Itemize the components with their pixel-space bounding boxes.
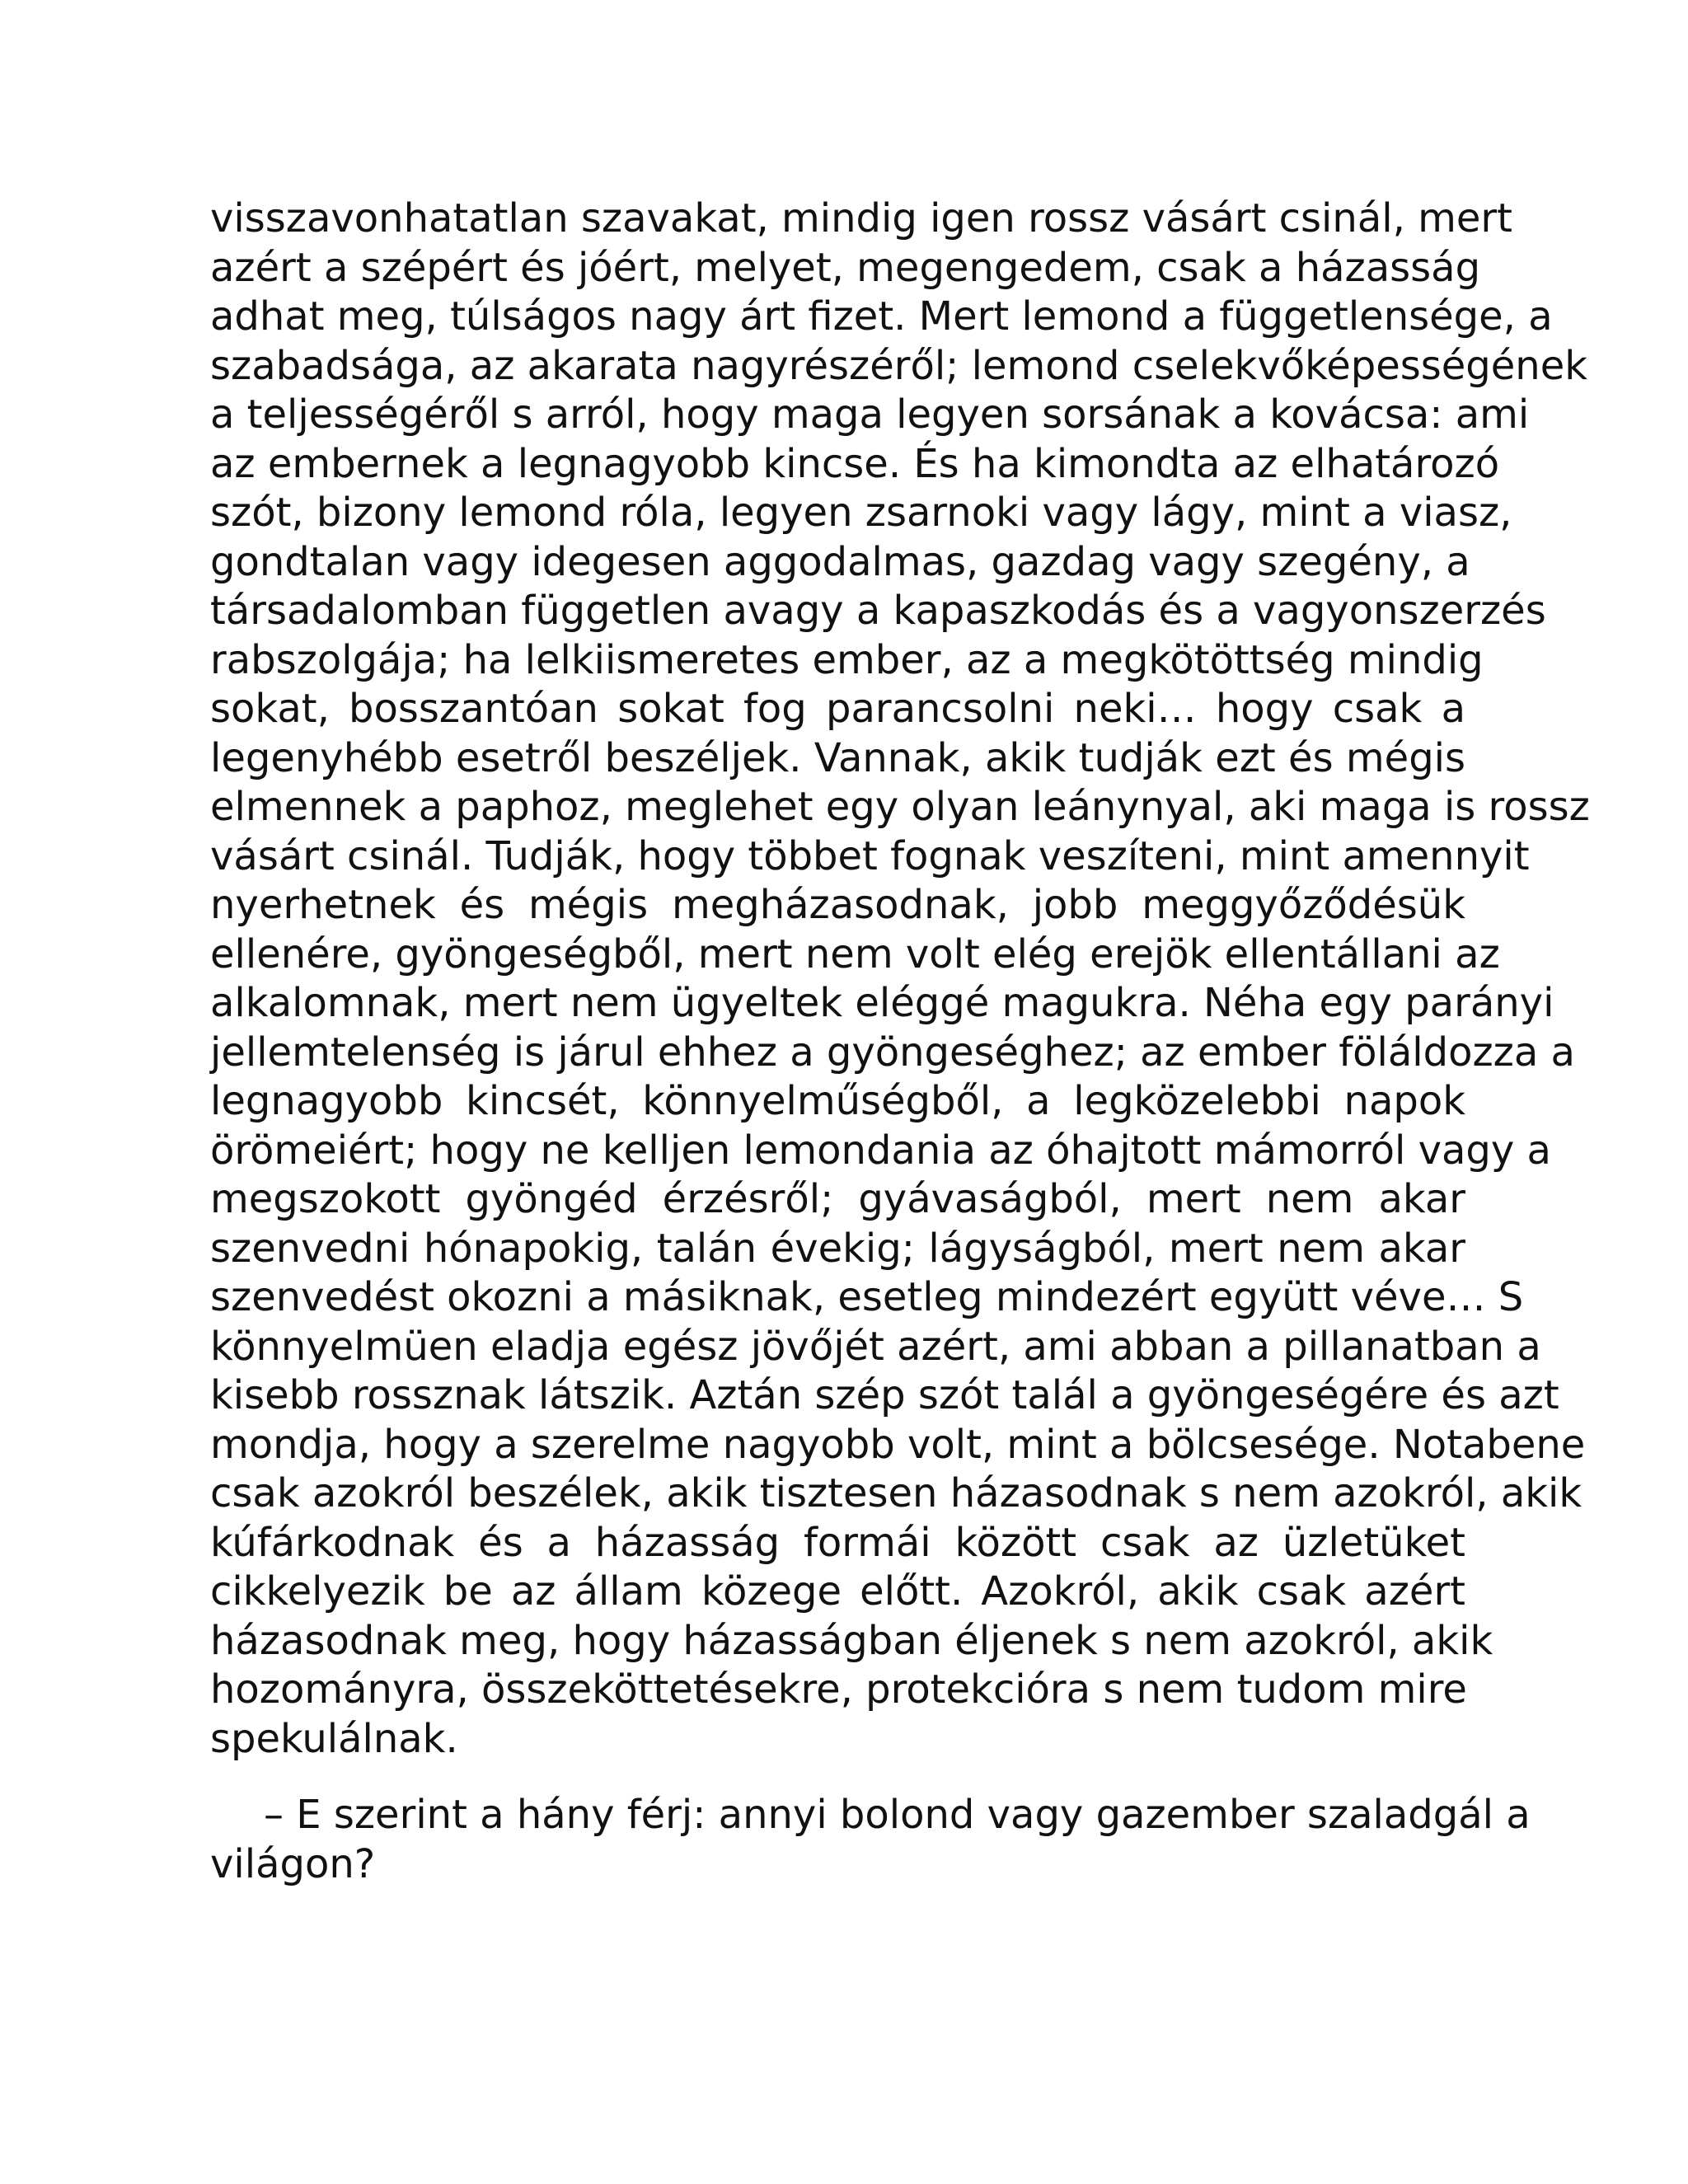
- text-line: spekulálnak.: [210, 1715, 458, 1762]
- text-line: alkalomnak, mert nem ügyeltek eléggé magukra. Néha egy parányi: [210, 980, 1554, 1026]
- text-line: kisebb rossznak látszik. Aztán szép szót talál a gyöngeségére és azt: [210, 1372, 1559, 1418]
- text-line: a teljességéről s arról, hogy maga legyen sorsának a kovácsa: ami: [210, 391, 1530, 438]
- text-line: örömeiért; hogy ne kelljen lemondania az óhajtott mámorról vagy a: [210, 1127, 1551, 1174]
- text-line: gondtalan vagy idegesen aggodalmas, gazdag vagy szegény, a: [210, 538, 1470, 585]
- paragraph-1: [210, 194, 1590, 1764]
- text-line: legenyhébb esetről beszéljek. Vannak, akik tudják ezt és mégis: [210, 734, 1465, 781]
- text-line: adhat meg, túlságos nagy árt fizet. Mert lemond a függetlensége, a: [210, 293, 1553, 340]
- text-line: szenvedést okozni a másiknak, esetleg mindezért együtt véve… S: [210, 1274, 1524, 1320]
- text-line: könnyelmüen eladja egész jövőjét azért, ami abban a pillanatban a: [210, 1323, 1541, 1370]
- text-line: kúfárkodnak és a házasság formái között csak az üzletüket: [210, 1519, 1465, 1566]
- text-line: – E szerint a hány férj: annyi bolond vagy gazember szaladgál a: [264, 1792, 1531, 1838]
- text-line: világon?: [210, 1840, 376, 1887]
- text-line: megszokott gyöngéd érzésről; gyávaságból, mert nem akar: [210, 1176, 1465, 1222]
- text-line: csak azokról beszélek, akik tisztesen házasodnak s nem azokról, akik: [210, 1470, 1582, 1516]
- paragraph-2: [210, 1791, 1531, 1889]
- text-line: nyerhetnek és mégis megházasodnak, jobb meggyőződésük: [210, 882, 1465, 928]
- text-line: társadalomban független avagy a kapaszkodás és a vagyonszerzés: [210, 588, 1546, 634]
- text-line: szenvedni hónapokig, talán évekig; lágyságból, mert nem akar: [210, 1225, 1465, 1272]
- text-line: elmennek a paphoz, meglehet egy olyan leánynyal, aki maga is rossz: [210, 784, 1590, 830]
- text-line: hozományra, összeköttetésekre, protekcióra s nem tudom mire: [210, 1666, 1467, 1713]
- text-line: jellemtelenség is járul ehhez a gyöngeséghez; az ember föláldozza a: [210, 1029, 1575, 1076]
- text-line: rabszolgája; ha lelkiismeretes ember, az a megkötöttség mindig: [210, 636, 1484, 683]
- text-line: azért a szépért és jóért, melyet, megengedem, csak a házasság: [210, 244, 1481, 291]
- text-line: szót, bizony lemond róla, legyen zsarnoki vagy lágy, mint a viasz,: [210, 490, 1512, 536]
- text-line: az embernek a legnagyobb kincse. És ha kimondta az elhatározó: [210, 440, 1500, 487]
- document-page: [210, 194, 1590, 1889]
- text-line: visszavonhatatlan szavakat, mindig igen rossz vásárt csinál, mert: [210, 195, 1512, 241]
- text-line: ellenére, gyöngeségből, mert nem volt elég erejök ellentállani az: [210, 930, 1500, 977]
- text-line: cikkelyezik be az állam közege előtt. Azokról, akik csak azért: [210, 1568, 1465, 1615]
- text-line: mondja, hogy a szerelme nagyobb volt, mint a bölcsesége. Notabene: [210, 1421, 1586, 1468]
- text-line: legnagyobb kincsét, könnyelműségből, a legközelebbi napok: [210, 1078, 1465, 1124]
- text-line: házasodnak meg, hogy házasságban éljenek s nem azokról, akik: [210, 1617, 1493, 1664]
- text-line: vásárt csinál. Tudják, hogy többet fognak veszíteni, mint amennyit: [210, 832, 1530, 879]
- text-line: sokat, bosszantóan sokat fog parancsolni neki… hogy csak a: [210, 686, 1465, 732]
- text-line: szabadsága, az akarata nagyrészéről; lemond cselekvőképességének: [210, 342, 1588, 389]
